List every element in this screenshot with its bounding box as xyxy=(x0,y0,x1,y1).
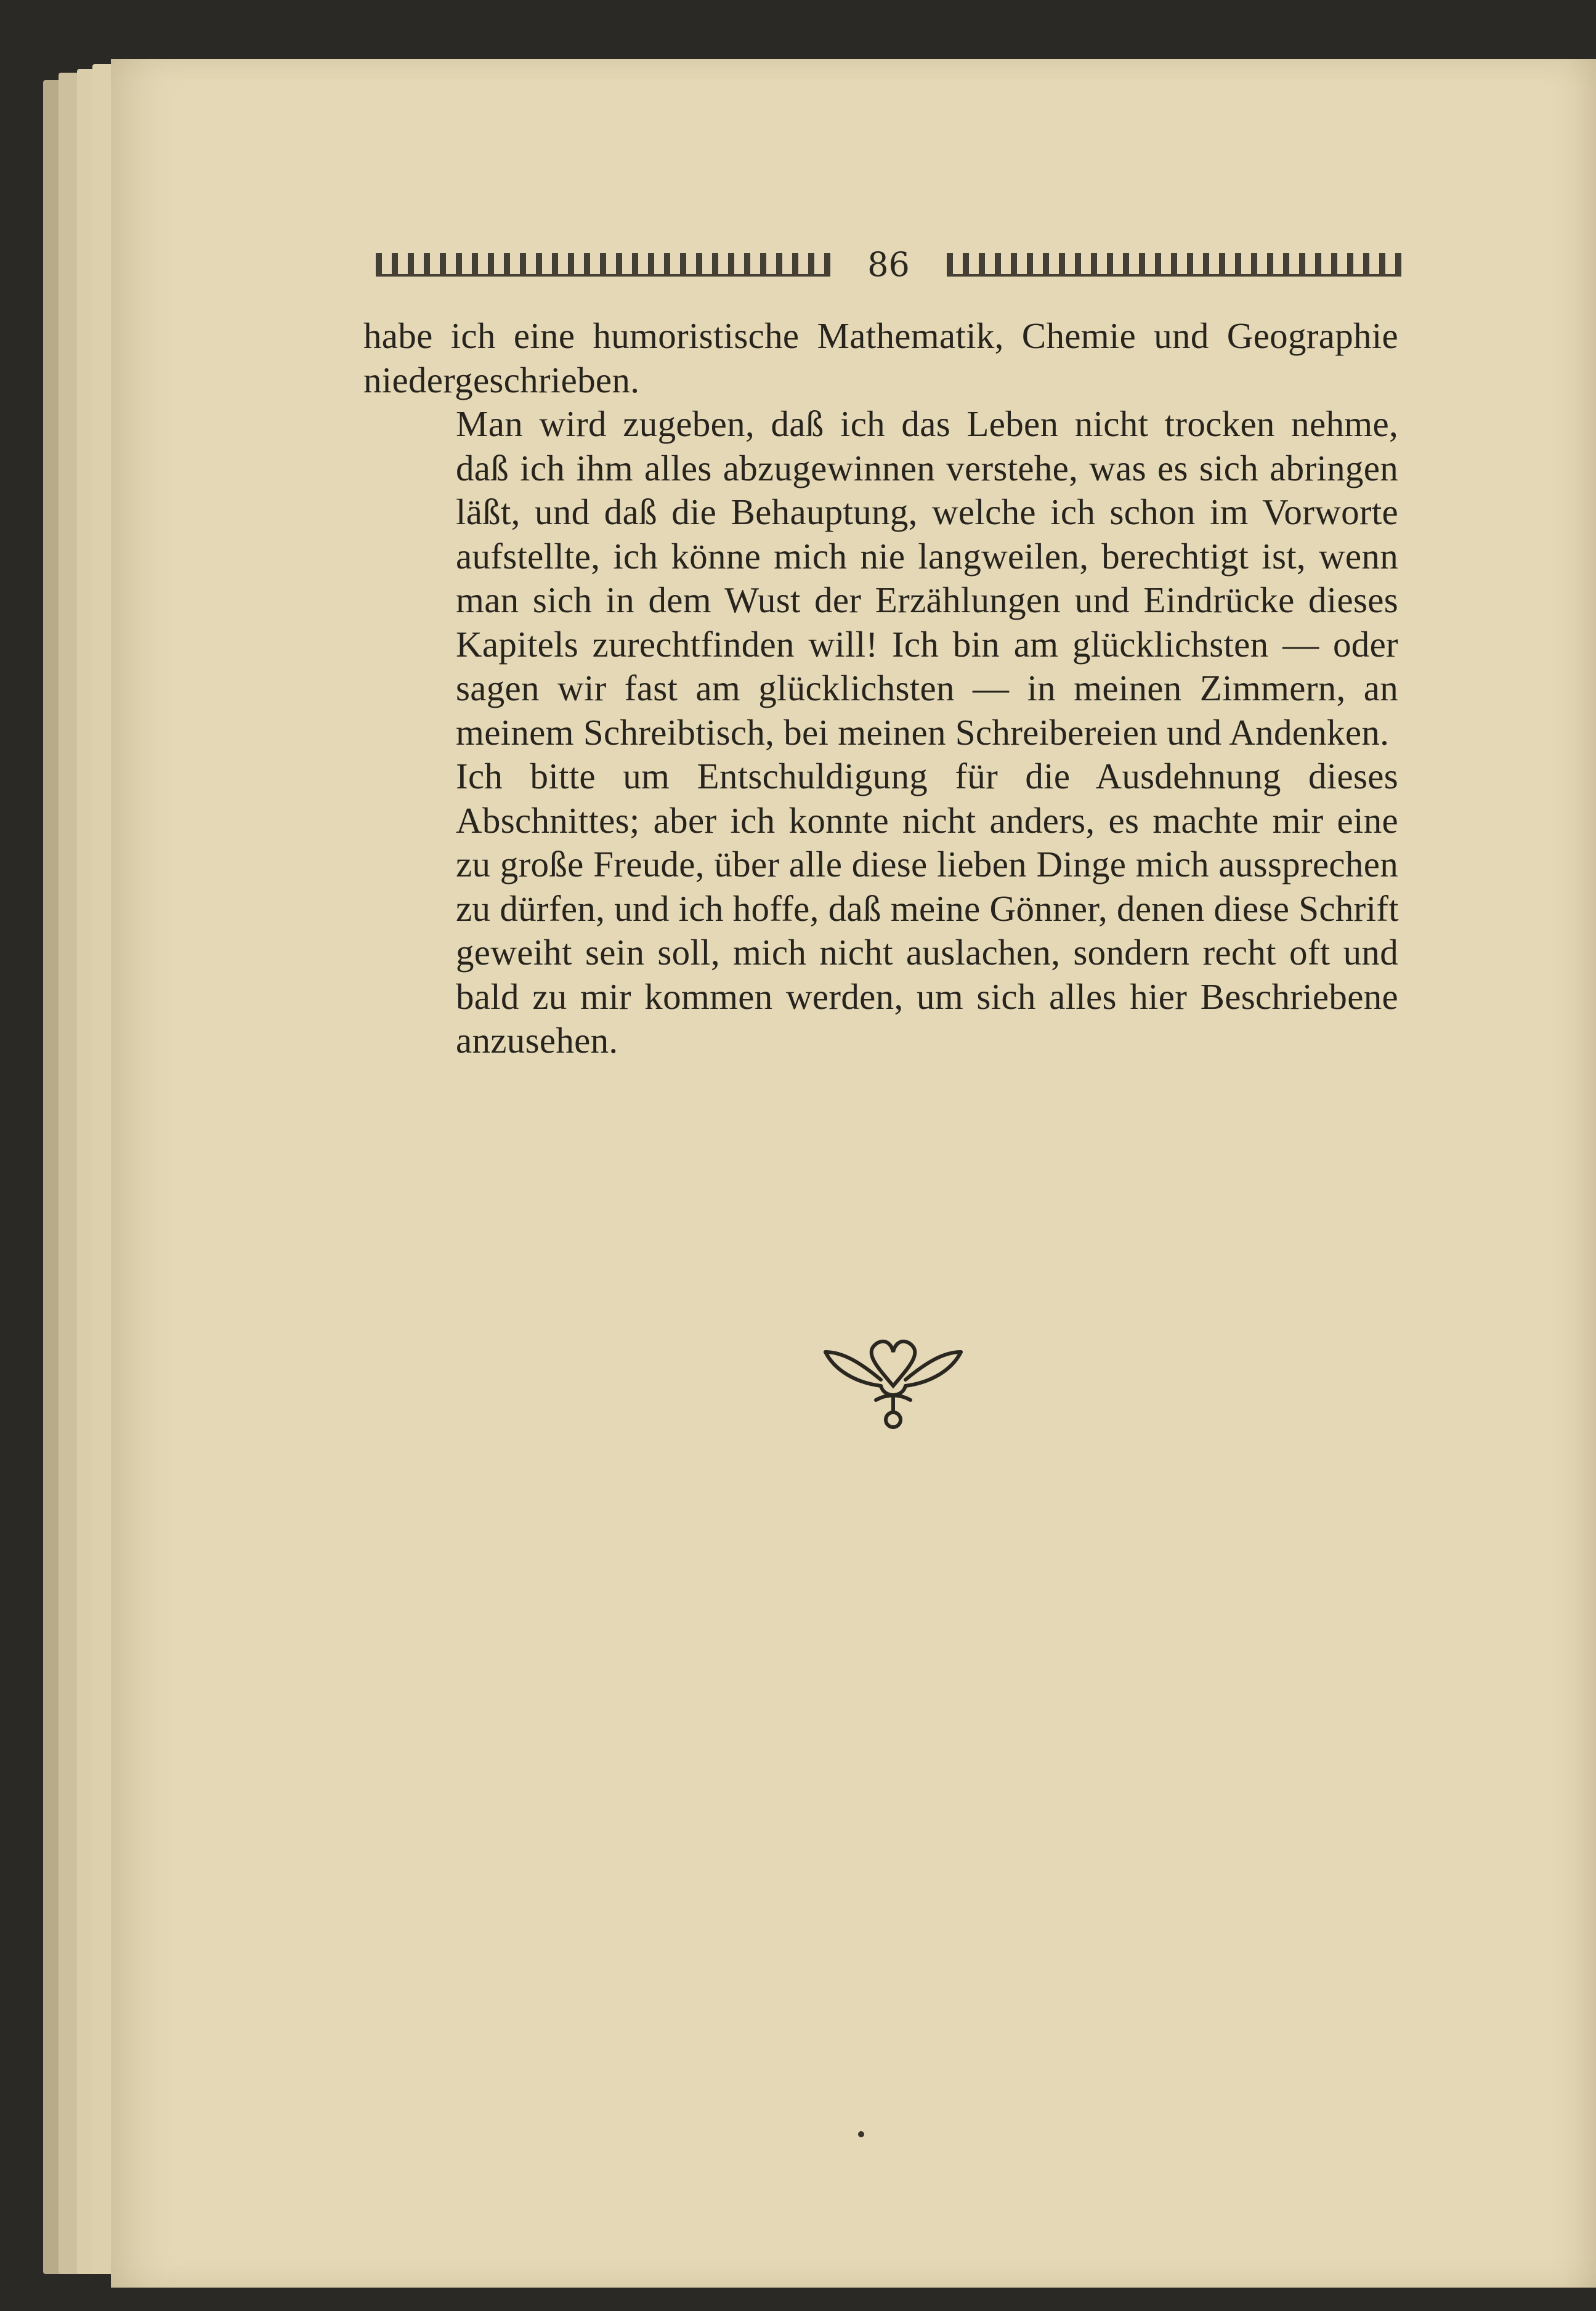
text-line: anzusehen. xyxy=(456,1020,618,1061)
page-number: 86 xyxy=(867,245,910,284)
text-line: Abschnittes; aber ich konnte nicht anders, es machte mir eine xyxy=(456,799,1398,841)
text-line: daß ich ihm alles abzugewinnen verstehe, was es sich abringen xyxy=(456,447,1398,488)
ornamental-rule-left xyxy=(376,253,830,277)
text-line: Man wird zugeben, daß ich das Leben nicht trocken nehme, xyxy=(456,403,1398,444)
heart-ornament-icon xyxy=(819,1327,967,1432)
text-line: Ich bitte um Entschuldigung für die Ausdehnung dieses xyxy=(456,756,1398,796)
body-text xyxy=(363,314,1398,1063)
text-line: meinem Schreibtisch, bei meinen Schreibereien und Andenken. xyxy=(456,711,1390,753)
text-line: zu dürfen, und ich hoffe, daß meine Gönner, denen diese Schrift xyxy=(456,888,1399,929)
paragraph xyxy=(363,402,1398,755)
text-line: habe ich eine humoristische Mathematik, Chemie und Geographie xyxy=(363,315,1398,356)
text-line: sagen wir fast am glücklichsten — in meinen Zimmern, an xyxy=(456,668,1398,708)
paragraph xyxy=(363,314,1398,402)
running-header xyxy=(376,243,1401,286)
ornamental-rule-right xyxy=(947,253,1401,277)
text-line: geweiht sein soll, mich nicht auslachen, sondern recht oft und xyxy=(456,932,1398,973)
text-line: man sich in dem Wust der Erzählungen und Eindrücke dieses xyxy=(456,580,1398,620)
speck xyxy=(858,2131,864,2137)
text-line: bald zu mir kommen werden, um sich alles hier Beschriebene xyxy=(456,976,1398,1017)
paragraph xyxy=(363,755,1398,1063)
text-line: Kapitels zurechtfinden will! Ich bin am glücklichsten — oder xyxy=(456,623,1398,665)
text-line: niedergeschrieben. xyxy=(363,359,640,400)
text-line: zu große Freude, über alle diese lieben Dinge mich aussprechen xyxy=(456,844,1398,884)
text-line: aufstellte, ich könne mich nie langweilen, berechtigt ist, wenn xyxy=(456,535,1398,577)
text-line: läßt, und daß die Behauptung, welche ich schon im Vorworte xyxy=(456,492,1398,532)
